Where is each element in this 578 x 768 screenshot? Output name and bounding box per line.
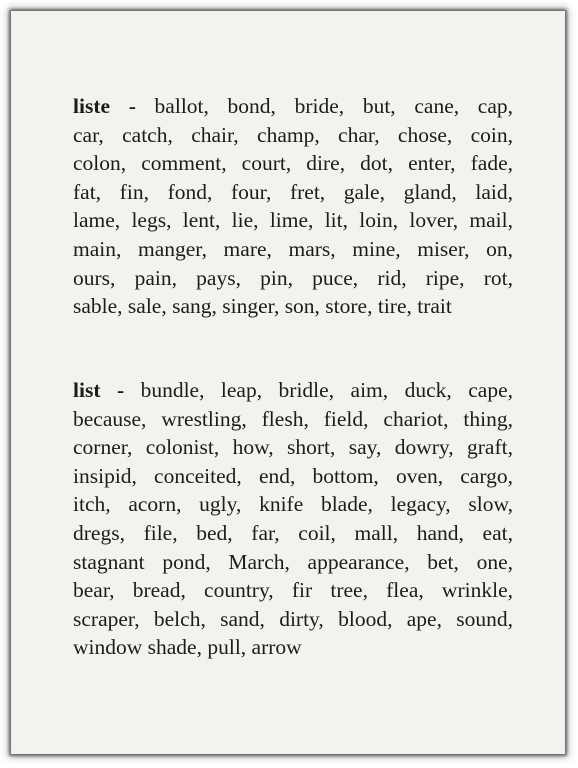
list-line: itch, acorn, ugly, knife blade, legacy, slow, bbox=[73, 492, 513, 517]
list-line-text: bundle, leap, bridle, aim, duck, cape, bbox=[140, 378, 513, 402]
list-term: liste bbox=[73, 94, 111, 118]
list-line: because, wrestling, flesh, field, chariot, thing, bbox=[73, 406, 513, 431]
list-term: list bbox=[73, 378, 101, 402]
list-line: car, catch, chair, champ, char, chose, coin, bbox=[73, 122, 513, 147]
list-line: bear, bread, country, fir tree, flea, wrinkle, bbox=[73, 578, 513, 603]
list-line bbox=[73, 92, 513, 121]
list-line: main, manger, mare, mars, mine, miser, on, bbox=[73, 236, 513, 261]
list-line: window shade, pull, arrow bbox=[73, 635, 302, 660]
list-line-text: ballot, bond, bride, but, cane, cap, bbox=[154, 94, 513, 118]
english-word-list bbox=[73, 376, 513, 662]
term-separator: - bbox=[100, 378, 141, 402]
list-line: fat, fin, fond, four, fret, gale, gland, laid, bbox=[73, 179, 513, 204]
term-separator: - bbox=[110, 94, 155, 118]
list-line: corner, colonist, how, short, say, dowry, graft, bbox=[73, 435, 513, 460]
list-line: insipid, conceited, end, bottom, oven, cargo, bbox=[73, 463, 513, 488]
list-line: dregs, file, bed, far, coil, mall, hand, eat, bbox=[73, 520, 513, 545]
list-line: sable, sale, sang, singer, son, store, tire, trait bbox=[73, 294, 452, 319]
french-word-list bbox=[73, 92, 513, 321]
list-line: colon, comment, court, dire, dot, enter, fade, bbox=[73, 151, 513, 176]
list-line: lame, legs, lent, lie, lime, lit, loin, lover, mail, bbox=[73, 208, 513, 233]
list-line: stagnant pond, March, appearance, bet, one, bbox=[73, 549, 513, 574]
list-line: ours, pain, pays, pin, puce, rid, ripe, rot, bbox=[73, 265, 513, 290]
list-line bbox=[73, 376, 513, 405]
list-line: scraper, belch, sand, dirty, blood, ape, sound, bbox=[73, 606, 513, 631]
print-card bbox=[11, 11, 565, 754]
